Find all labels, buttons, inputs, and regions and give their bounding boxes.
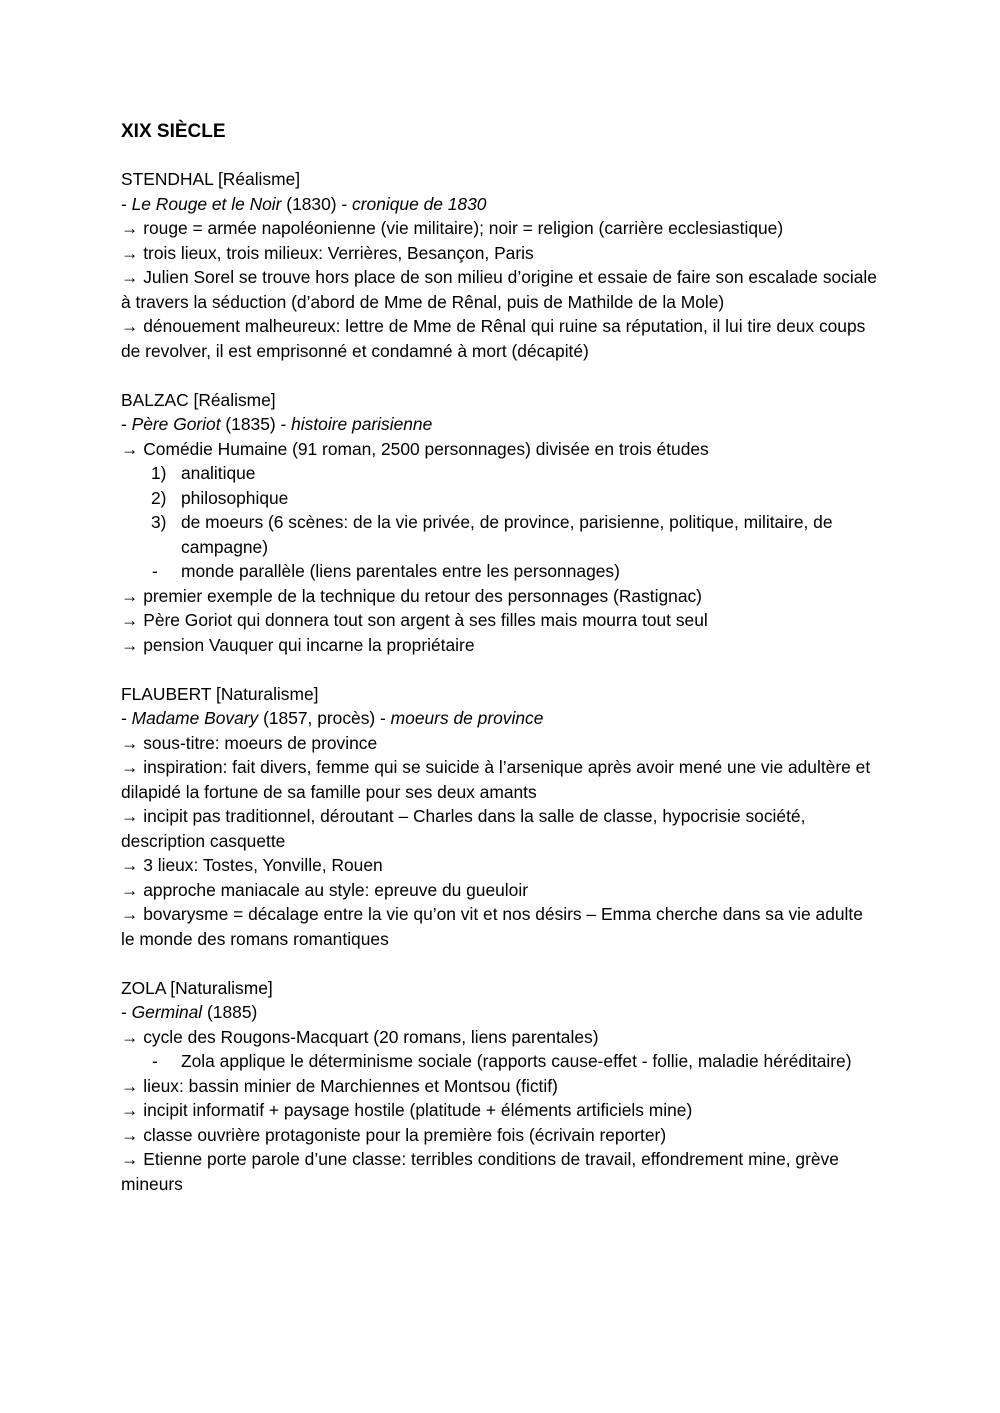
work-prefix: - [121,193,132,214]
note-line: → incipit informatif + paysage hostile (platitude + éléments artificiels mine) [121,1100,693,1120]
list-item-text: de moeurs (6 scènes: de la vie privée, de province, parisienne, politique, militaire, de campagne) [181,512,833,557]
work-year: (1885) [202,1002,258,1022]
numbered-list-item [121,486,881,511]
list-item-text: monde parallèle (liens parentales entre les personnages) [181,561,620,581]
section-flaubert [121,682,881,952]
author-heading: BALZAC [Réalisme] [121,389,276,410]
note-line: → lieux: bassin minier de Marchiennes et Montsou (fictif) [121,1075,558,1096]
note-line: → trois lieux, trois milieux: Verrières, Besançon, Paris [121,242,534,263]
list-item-text: analitique [181,463,256,483]
note-line: → approche maniacale au style: epreuve du gueuloir [121,879,528,900]
note-line: → Père Goriot qui donnera tout son argent à ses filles mais mourra tout seul [121,610,708,630]
note-line: → cycle des Rougons-Macquart (20 romans, liens parentales) [121,1026,599,1047]
list-marker: - [152,561,158,581]
dash-list-item [121,1049,881,1074]
dash-list-item [121,559,881,584]
work-title: Le Rouge et le Noir [131,193,282,214]
note-line: → rouge = armée napoléonienne (vie militaire); noir = religion (carrière ecclesiastique) [121,218,784,238]
author-heading: FLAUBERT [Naturalisme] [121,683,319,704]
list-marker: - [152,1051,158,1071]
list-item-text: Zola applique le déterminisme sociale (rapports cause-effet - follie, maladie héréditaire) [181,1051,852,1071]
note-line: → Julien Sorel se trouve hors place de son milieu d’origine et essaie de faire son escalade sociale à travers la séduction (d’abord de Mme de Rênal, puis de Mathilde de la Mole) [121,267,877,312]
note-line: → classe ouvrière protagoniste pour la première fois (écrivain reporter) [121,1124,667,1145]
section-stendhal [121,167,881,363]
work-line [121,706,881,731]
note-line: → Comédie Humaine (91 roman, 2500 personnages) divisée en trois études [121,438,709,459]
numbered-list-item [121,461,881,486]
list-marker: 3) [151,512,167,532]
note-line: → Etienne porte parole d’une classe: terribles conditions de travail, effondrement mine, grève mineurs [121,1149,839,1194]
list-marker: 2) [151,487,167,508]
work-subtitle: moeurs de province [390,708,544,728]
work-subtitle: histoire parisienne [291,414,433,434]
work-year: (1830) - [281,193,353,214]
document-page [121,119,881,1221]
work-prefix: - [121,1002,132,1022]
numbered-list-item [121,510,881,559]
work-prefix: - [121,708,132,728]
author-heading: STENDHAL [Réalisme] [121,169,301,189]
note-line: → dénouement malheureux: lettre de Mme de Rênal qui ruine sa réputation, il lui tire deux coups de revolver, il est emprisonné et condamné à mort (décapité) [121,316,866,361]
note-line: → 3 lieux: Tostes, Yonville, Rouen [121,855,383,875]
work-year: (1857, procès) - [258,708,391,728]
work-prefix: - [121,414,132,434]
note-line: → premier exemple de la technique du retour des personnages (Rastignac) [121,585,702,606]
work-title: Germinal [131,1002,203,1022]
list-item-text: philosophique [181,487,289,508]
work-title: Madame Bovary [131,708,259,728]
work-line [121,1000,881,1025]
note-line: → inspiration: fait divers, femme qui se suicide à l’arsenique après avoir mené une vie adultère et dilapidé la fortune de sa famille pour ses deux amants [121,757,871,802]
work-subtitle: cronique de 1830 [352,193,487,214]
section-balzac [121,388,881,658]
work-year: (1835) - [220,414,292,434]
note-line: → bovarysme = décalage entre la vie qu’on vit et nos désirs – Emma cherche dans sa vie adulte le monde des romans romantiques [121,904,863,949]
work-title: Père Goriot [131,414,221,434]
author-heading: ZOLA [Naturalisme] [121,977,273,998]
note-line: → pension Vauquer qui incarne la propriétaire [121,634,475,655]
note-line: → sous-titre: moeurs de province [121,732,378,753]
work-line [121,412,881,437]
work-line [121,192,881,217]
page-title: XIX SIÈCLE [121,121,226,142]
list-marker: 1) [151,463,167,483]
note-line: → incipit pas traditionnel, déroutant – Charles dans la salle de classe, hypocrisie société, description casquette [121,806,806,851]
section-zola [121,976,881,1197]
